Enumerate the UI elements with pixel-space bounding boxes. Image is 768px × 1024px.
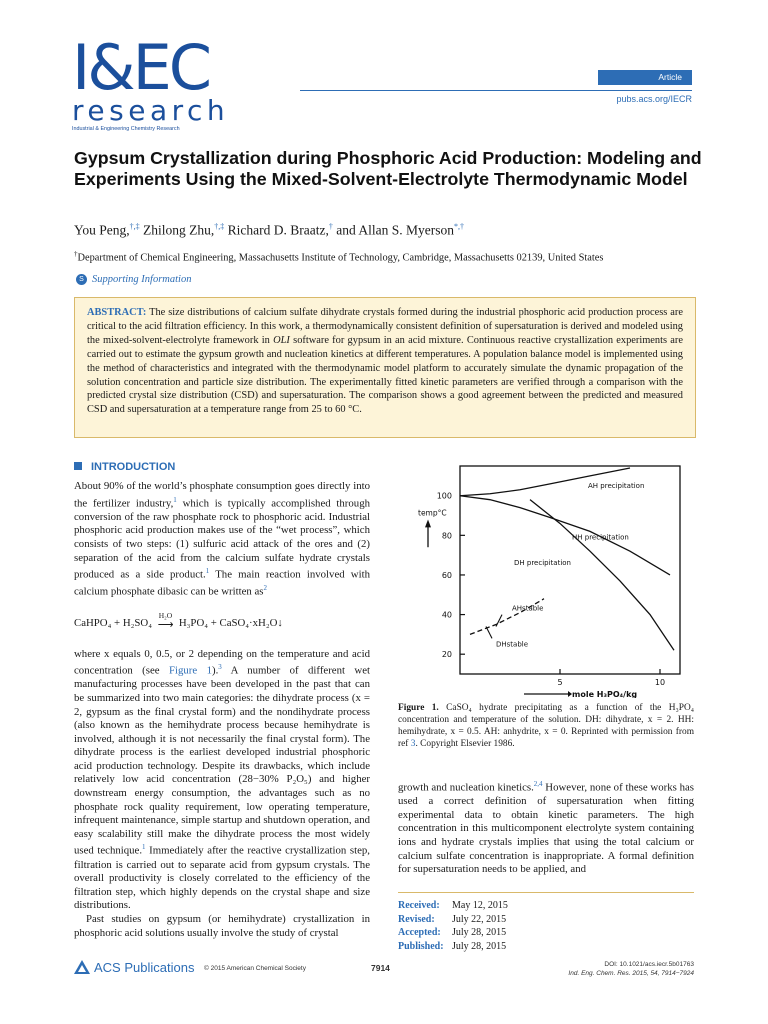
text-run: Immediately after the reactive crystallization step, filtration is carried out to separate acid from gypsum crystals. The overall productivity is closely correlated to the efficiency of the filtration step, which highly depends on the crystal shape and size distributions. [74,845,370,912]
intro-paragraph [74,648,370,913]
y-tick-label: 100 [436,491,452,501]
supporting-info-icon: S [76,274,87,285]
abstract-italic: OLI [273,334,290,346]
copyright: © 2015 American Chemical Society [204,965,306,972]
x-tick-label: 5 [557,678,563,687]
date-value: July 28, 2015 [452,927,507,938]
page-number: 7914 [371,963,390,973]
affiliation-mark: † [74,250,78,258]
series-line [530,500,674,651]
publisher-name: ACS Publications [94,960,195,975]
supporting-info-label: Supporting Information [92,274,192,285]
text-run: The main reaction involved with calcium phosphate dibasic can be written as [74,568,371,598]
equation-rhs: H₃PO₄ + CaSO₄·xH₂O↓ [178,616,283,629]
acs-publications-logo[interactable] [74,960,194,975]
abstract-text: software for gypsum in an acid mixture. Continuous reactive crystallization experiments are carried out to estimate the gypsum growth and nucleation kinetics at different temperatures. A population balance model is implemented using the method of characteristics and integrated with the thermodynamic model platform to accurately simulate the dynamic propagation of the solution concentration and particle size distribution. The experimentally fitted kinetic parameters are verified through a comparison with the predicted crystal size distribution (CSD) and supersaturation. The comparison shows a good agreement between the predicted and measured CSD and supersaturation at a temperature range from 25 to 60 °C. [87,334,683,416]
logo-tagline: Industrial & Engineering Chemistry Research [72,126,180,132]
author-marks: *,† [454,222,464,231]
author-name[interactable]: You Peng, [74,222,130,238]
article-badge: Article [598,70,692,85]
caption-text: . Copyright Elsevier 1986. [415,739,515,749]
y-tick-label: 80 [441,531,452,541]
acs-logo-icon [74,960,90,974]
figure-caption [398,702,694,750]
equation-lhs: CaHPO₄ + H₂SO₄ [74,616,152,629]
text-run: However, none of these works has used a correct definition of supersaturation when fitting experimental data to obtain kinetic parameters. The high concentration in this multicomponent electrolyte system containing ions and hydrate crystals implies that using the total calcium or calcium sulfate concentration is inappropriate. A formal definition for supersaturation needs to be applied, and [398,781,694,876]
left-column [74,480,370,940]
text-run: About 90% of the world’s phosphate consumption goes directly into the fertilizer industry, [74,480,370,510]
date-key: Received: [398,900,440,911]
plot-frame [460,466,680,674]
citation: Ind. Eng. Chem. Res. 2015, 54, 7914−7924 [568,970,694,977]
y-tick-label: 40 [441,610,452,620]
logo-main: I&EC [72,31,210,104]
supporting-information-link[interactable] [76,274,191,285]
reference-link[interactable]: 3 [410,739,416,749]
page-footer [74,958,694,982]
section-heading [74,461,175,473]
annotation-label: AH precipitation [588,481,645,490]
date-key: Accepted: [398,927,441,938]
intro-paragraph: Past studies on gypsum (or hemihydrate) crystallization in phosphoric acid solutions usually involve the study of crystal [74,913,370,939]
author-marks: †,‡ [214,222,225,231]
y-tick-label: 20 [441,650,452,660]
arrow-icon: ⟶ [157,618,174,631]
section-square-icon [74,462,82,470]
annotation-label: DHstable [496,640,529,649]
figure-1 [398,458,694,698]
affiliation-text: Department of Chemical Engineering, Massachusetts Institute of Technology, Cambridge, Massachusetts 02139, United States [77,252,604,264]
date-value: May 12, 2015 [452,900,508,911]
reference-link[interactable]: 1 [142,843,146,852]
annotation-arrow [496,615,502,627]
y-tick-label: 60 [441,570,452,580]
author-name[interactable]: and Allan S. Myerson [336,222,454,238]
reaction-arrow [158,612,173,631]
article-dates [398,892,694,953]
text-run: growth and nucleation kinetics. [398,781,534,794]
date-row [398,926,694,940]
abstract-box [74,297,696,438]
reference-link[interactable]: 2 [263,584,267,593]
affiliation [74,250,603,263]
caption-text: CaSO₄ hydrate precipitating as a function of the H₃PO₄ concentration and temperature of the solution. DH: dihydrate, x = 2. HH: hemihydrate, x = 0.5. AH: anhydrite, x = 0. Reprinted with permission from ref [398,703,694,749]
reference-link[interactable]: 3 [218,663,222,672]
annotation-label: AHstable [512,604,544,613]
date-row [398,913,694,927]
date-value: July 22, 2015 [452,913,507,925]
right-column [398,778,694,877]
date-row [398,899,694,913]
author-name[interactable]: Richard D. Braatz, [227,222,329,238]
date-value: July 28, 2015 [452,940,507,952]
doi[interactable]: DOI: 10.1021/acs.iecr.5b01763 [604,961,694,968]
date-key: Revised: [398,913,435,925]
header-rule [300,90,692,91]
reference-link[interactable]: 2,4 [533,780,543,788]
text-run: where x equals 0, 0.5, or 2 depending on the temperature and acid concentration (see [74,647,370,677]
text-run: A number of different wet manufacturing processes have been developed in the past that can be summarized into two main categories: the dihydrate process (x = 2, gypsum as the final crystal form) and the nondihydrate process (also known as the hemihydrate process because hemihydrate is involved, although it is not necessarily the final crystal form). The dihydrate process is the earliest developed industrial phosphoric acid production technology. Despite its drawbacks, which include relatively low acid concentration (28−30% P₂O₅) and higher downstream energy consumption, the advantages such as no phosphate rock quality requirement, low operating temperature, infrequent maintenance, simple startup and shutdown operation, and easy scalability still make the dihydrate process the most widely used technique. [74,664,370,858]
text-run: ). [211,664,219,677]
date-key: Published: [398,940,444,952]
author-marks: † [328,222,333,231]
abstract-text: The size distributions of calcium sulfate dihydrate crystals formed during the industrial phosphoric acid production process are critical to the acid filtration efficiency. In this work, a thermodynamically consistent definition of supersaturation is derived and modeled using the mixed-solvent-electrolyte framework in [87,307,683,346]
annotation-label: DH precipitation [514,559,571,568]
annotation-arrow [486,626,492,638]
reference-link[interactable]: 1 [205,567,210,576]
annotation-label: HH precipitation [572,533,629,542]
figure-link[interactable]: Figure 1 [168,664,212,677]
phase-diagram-chart [398,458,694,698]
x-axis-label: mole H₃PO₄/kg [572,690,638,698]
abstract-label: ABSTRACT: [87,307,147,318]
author-marks: †,‡ [129,222,140,231]
section-heading-text: INTRODUCTION [91,461,176,473]
logo-sub: research [72,94,230,127]
y-axis-label: temp°C [418,508,447,518]
reference-link[interactable]: 1 [173,495,177,504]
y-axis-arrowhead [425,519,431,527]
journal-url[interactable]: pubs.acs.org/IECR [616,94,692,104]
text-run: which is typically accomplished through conversion of the raw phosphate rock to phosphoric acid. Industrial phosphoric acid production makes use of the “wet process”, which consists of two steps: (1) sulfuric acid attack of the ores and (2) separation of the acid from the calcium sulfate hydrate crystals produced as a side product. [74,497,370,581]
date-row [398,940,694,954]
author-name[interactable]: Zhilong Zhu, [143,222,215,238]
arrow-label: H₂O [158,610,173,620]
doi-citation [568,960,694,978]
figure-label: Figure 1. [398,703,439,713]
intro-paragraph [74,480,370,600]
x-tick-label: 10 [654,678,666,687]
article-title: Gypsum Crystallization during Phosphoric Acid Production: Modeling and Experiments Using the Mixed-Solvent-Electrolyte Thermodynamic Model [74,148,702,189]
journal-logo [72,31,230,132]
reaction-equation [74,612,370,636]
author-list [74,222,464,239]
